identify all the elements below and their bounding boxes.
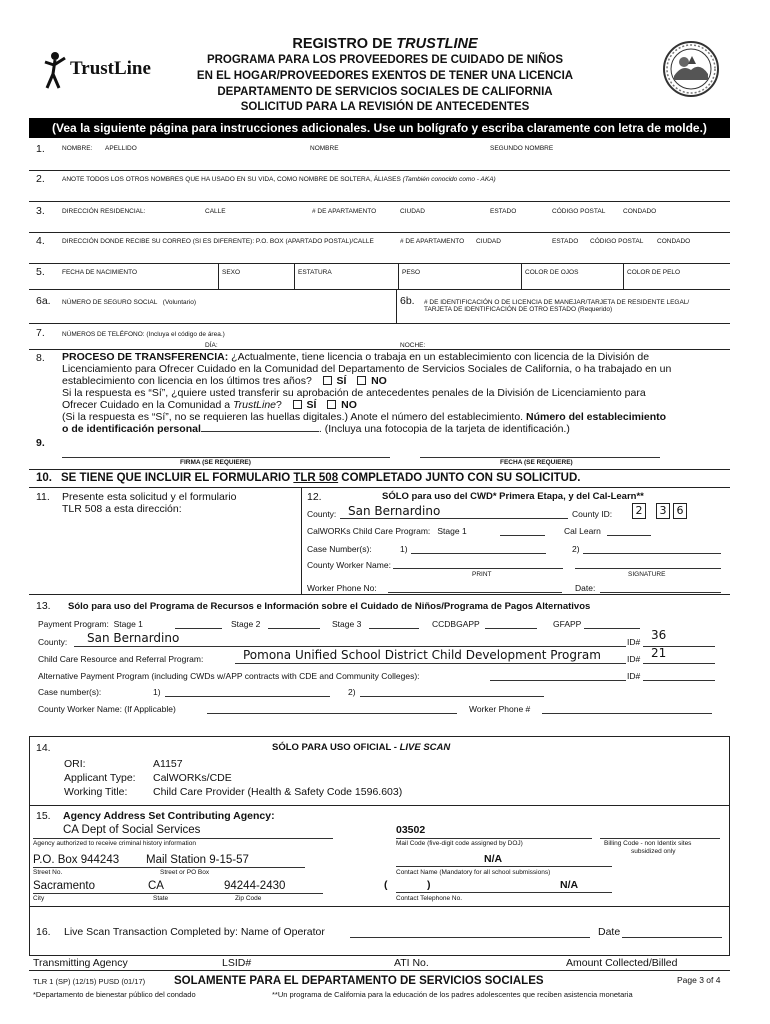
s13-ccrr-underline [235, 663, 626, 664]
s12-bottom-rule [29, 594, 730, 595]
s15-contact-name-value: N/A [484, 853, 503, 865]
s3-condado: CONDADO [623, 208, 657, 215]
s2-bottom-rule [29, 201, 730, 202]
s4-estado: ESTADO [552, 238, 579, 245]
s9-fecha-caption: FECHA (SE REQUIERE) [500, 459, 573, 466]
s11-line1: Presente esta solicitud y el formulario [62, 491, 237, 503]
s15-tel-caption: Contact Telephone No. [396, 895, 463, 902]
s8-transfer-si-checkbox[interactable] [293, 400, 302, 409]
s5-divider-4 [521, 263, 522, 289]
subtitle-line-1: PROGRAMA PARA LOS PROVEEDORES DE CUIDADO DE NIÑOS [206, 54, 564, 66]
s15-number: 15. [36, 810, 51, 822]
s5-divider-1 [218, 263, 219, 289]
s15-tel-paren-open: ( [384, 879, 388, 891]
s14-bottom-rule [29, 805, 730, 806]
s4-postal: CÓDIGO POSTAL [590, 238, 644, 245]
s7-bottom-rule [29, 349, 730, 350]
s8-line3: establecimiento con licencia en los últimos tres años? SÍ NO [62, 375, 387, 387]
s15-contact-name-underline [396, 866, 612, 867]
s13-ccrr-label: Child Care Resource and Referral Program: [38, 654, 204, 664]
s15-tel-value: N/A [560, 879, 579, 891]
s9-firma-caption: FIRMA (SE REQUIERE) [180, 459, 251, 466]
s12-case-1-line[interactable] [411, 553, 546, 554]
s12-case-2: 2) [572, 544, 580, 554]
s6-divider [396, 289, 397, 323]
s4-label: DIRECCIÓN DONDE RECIBE SU CORREO (SI ES DIFERENTE): P.O. BOX (APARTADO POSTAL)/CALLE [62, 238, 374, 245]
s13-case-label: Case number(s): [38, 687, 102, 697]
s15-agency-value: CA Dept of Social Services [63, 824, 201, 836]
s15-state-caption: State [153, 895, 169, 902]
s4-condado: CONDADO [657, 238, 691, 245]
s8-transfer-no-checkbox[interactable] [327, 400, 336, 409]
s4-number: 4. [36, 235, 45, 247]
s12-county-id-label: County ID: [572, 509, 613, 519]
s15-bottom-rule [29, 906, 730, 907]
s10-bottom-rule [29, 487, 730, 488]
s12-stage1-line[interactable] [500, 535, 545, 536]
s15-billing-underline [600, 838, 720, 839]
s1-number: 1. [36, 143, 45, 155]
s12-date-label: Date: [575, 583, 596, 593]
s13-ccrr-id-label: ID# [627, 654, 641, 664]
logo-text: TrustLine [70, 58, 151, 79]
s5-estatura: ESTATURA [298, 269, 332, 276]
s6a-number: 6a. [36, 295, 51, 307]
s13-gfapp-line[interactable] [584, 628, 640, 629]
instructions-banner: (Vea la siguiente página para instrucciones adicionales. Use un bolígrafo y escriba claramente con letra de molde.) [29, 118, 730, 138]
s12-number: 12. [307, 491, 322, 503]
s5-sexo: SEXO [222, 269, 241, 276]
s12-county-underline [340, 518, 568, 519]
s13-ccrr-value[interactable]: Pomona Unified School District Child Development Program [243, 648, 601, 662]
s16-date-line[interactable] [622, 937, 722, 938]
s5-number: 5. [36, 266, 45, 278]
s4-ciudad: CIUDAD [476, 238, 501, 245]
s4-apt: # DE APARTAMENTO [400, 238, 465, 245]
s12-calworks-label: CalWORKs Child Care Program: Stage 1 [307, 526, 467, 536]
s8-line2: Licenciamiento para Ofrecer Cuidado en la Comunidad del Departamento de Servicios Sociales de California, o ha trabajado en un [62, 363, 672, 375]
s12-cal-learn-line[interactable] [607, 535, 651, 536]
s8-establishment-number-field[interactable] [201, 423, 319, 432]
s13-case-1: 1) [153, 687, 161, 697]
s13-phone-label: Worker Phone # [469, 704, 531, 714]
s12-county-value[interactable]: San Bernardino [348, 504, 441, 518]
s15-title: Agency Address Set Contributing Agency: [63, 810, 275, 822]
s16-text: Live Scan Transaction Completed by: Name of Operator [64, 926, 325, 938]
s6b-line2: TARJETA DE IDENTIFICACIÓN DE OTRO ESTADO (Requerido) [424, 306, 613, 313]
s6a-label: NÚMERO DE SEGURO SOCIAL (Voluntario) [62, 299, 197, 306]
s9-number: 9. [36, 437, 45, 449]
s3-number: 3. [36, 205, 45, 217]
s12-title: SÓLO para uso del CWD* Primera Etapa, y del Cal-Learn** [382, 491, 644, 502]
transmit-agency: Transmitting Agency [33, 957, 128, 969]
s13-alt-label: Alternative Payment Program (including CWDs w/APP contracts with CDE and Community Colleges): [38, 671, 420, 681]
s11-number: 11. [36, 491, 50, 503]
s3-estado: ESTADO [490, 208, 517, 215]
s1-bottom-rule [29, 170, 730, 171]
s14-applicant-value: CalWORKs/CDE [153, 772, 232, 784]
s12-worker-label: County Worker Name: [307, 560, 391, 570]
footer-note-2: **Un programa de California para la educación de los padres adolescentes que reciben asistencia monetaria [272, 990, 633, 999]
s15-billing-caption-2: subsidized only [631, 848, 676, 855]
s13-stage1-line[interactable] [175, 628, 222, 629]
s13-ccdbgapp-label: CCDBGAPP [432, 619, 480, 629]
s15-street-caption: Street No. [33, 869, 63, 876]
s5-peso: PESO [402, 269, 421, 276]
s14-ori-value: A1157 [153, 758, 183, 770]
s1-nombre-label: NOMBRE: [62, 145, 93, 152]
s4-bottom-rule [29, 263, 730, 264]
s15-billing-caption-1: Billing Code - non Identix sites [604, 840, 692, 847]
s13-county-value[interactable]: San Bernardino [87, 631, 180, 645]
s12-phone-label: Worker Phone No: [307, 583, 377, 593]
s6-bottom-rule [29, 323, 730, 324]
s14-number: 14. [36, 742, 51, 754]
s2-label: ANOTE TODOS LOS OTROS NOMBRES QUE HA USADO EN SU VIDA, COMO NOMBRE DE SOLTERA, ÁLIASES (También conocido como - AKA) [62, 176, 496, 183]
s3-calle: CALLE [205, 208, 226, 215]
s5-pelo: COLOR DE PELO [627, 269, 681, 276]
s13-county-underline [74, 646, 626, 647]
s9-signature-line[interactable] [62, 457, 390, 458]
transmit-amount: Amount Collected/Billed [566, 957, 678, 969]
s13-stage3-label: Stage 3 [332, 619, 362, 629]
s15-mail-code-underline [396, 838, 592, 839]
s12-worker-signature-line[interactable] [575, 568, 721, 569]
s15-contact-name-caption: Contact Name (Mandatory for all school submissions) [396, 869, 551, 876]
s13-alt-id-line[interactable] [643, 680, 715, 681]
s1-nombre2-label: NOMBRE [310, 145, 339, 152]
s15-zip-value: 94244-2430 [224, 880, 286, 892]
footer-form-id: TLR 1 (SP) (12/15) PUSD (01/17) [33, 977, 146, 986]
s13-county-id-value[interactable]: 36 [651, 628, 667, 642]
s5-ojos: COLOR DE OJOS [525, 269, 579, 276]
s12-case-1: 1) [400, 544, 408, 554]
s13-county-label: County: [38, 637, 68, 647]
s12-case-label: Case Number(s): [307, 544, 372, 554]
s14-title-value: Child Care Provider (Health & Safety Code 1596.603) [153, 786, 403, 798]
s15-street-a: P.O. Box 944243 [33, 854, 120, 866]
s13-case-1-line[interactable] [165, 696, 330, 697]
s15-mail-code-value: 03502 [396, 824, 426, 836]
s13-case-2-line[interactable] [360, 696, 544, 697]
s8-line1: PROCESO DE TRANSFERENCIA: ¿Actualmente, tiene licencia o trabaja en un establecimiento con licencia de la División de [62, 351, 650, 363]
s10-number: 10. [36, 472, 52, 484]
subtitle-line-3: DEPARTAMENTO DE SERVICIOS SOCIALES DE CALIFORNIA [217, 86, 553, 98]
footer-page: Page 3 of 4 [677, 975, 721, 985]
s12-case-2-line[interactable] [583, 553, 721, 554]
s5-divider-5 [623, 263, 624, 289]
s5-bottom-rule [29, 289, 730, 290]
s12-worker-print-line[interactable] [393, 568, 563, 569]
s15-city-value: Sacramento [33, 880, 96, 892]
s8-line6: (Si la respuesta es “Sí”, no se requieren las huellas digitales.) Anote el número del establecimiento. Número del establecimiento [62, 411, 667, 423]
s15-state-value: CA [148, 880, 164, 892]
s13-worker-line[interactable] [207, 713, 457, 714]
s13-stage2-label: Stage 2 [231, 619, 261, 629]
s13-alt-line[interactable] [490, 680, 626, 681]
s15-mail-code-caption: Mail Code (five-digit code assigned by DOJ) [396, 840, 523, 847]
s8-si-checkbox[interactable] [323, 376, 332, 385]
s13-county-id-label: ID# [627, 637, 641, 647]
s9-date-line[interactable] [420, 457, 660, 458]
s15-tel-paren-close: ) [427, 879, 431, 891]
subtitle-line-2: EN EL HOGAR/PROVEEDORES EXENTOS DE TENER UNA LICENCIA [196, 70, 574, 82]
transmit-ati: ATI No. [394, 957, 429, 969]
s8-line4: Si la respuesta es “Sí”, ¿quiere usted transferir su aprobación de antecedentes penales de la División de Licenciamiento para [62, 387, 646, 399]
s15-street-b: Mail Station 9-15-57 [146, 854, 249, 866]
s5-divider-2 [294, 263, 295, 289]
s3-bottom-rule [29, 232, 730, 233]
s12-county-id-digit-1[interactable]: 2 [632, 503, 646, 519]
s12-date-line[interactable] [600, 592, 721, 593]
s16-number: 16. [36, 926, 51, 938]
transmit-lsid: LSID# [222, 957, 252, 969]
s15-street-caption-2: Street or PO Box [160, 869, 210, 876]
s14-applicant-label: Applicant Type: [64, 772, 136, 784]
s8-line7: o de identificación personal . (Incluya una fotocopia de la tarjeta de identificación.) [62, 423, 570, 435]
s13-ccdbgapp-line[interactable] [485, 628, 537, 629]
s7-dia: DÍA: [205, 342, 218, 349]
s13-title: Sólo para uso del Programa de Recursos e Información sobre el Cuidado de Niños/Programa de Pagos Alternativos [68, 601, 591, 612]
s1-apellido-label: APELLIDO [105, 145, 137, 152]
s8-no-checkbox[interactable] [357, 376, 366, 385]
s13-case-2: 2) [348, 687, 356, 697]
s5-fecha: FECHA DE NACIMIENTO [62, 269, 138, 276]
s12-county-label: County: [307, 509, 337, 519]
s14-title-label: Working Title: [64, 786, 128, 798]
s5-divider-3 [398, 263, 399, 289]
s11-line2: TLR 508 a esta dirección: [62, 503, 182, 515]
s8-line5: Ofrecer Cuidado en la Comunidad a TrustLine? SÍ NO [62, 399, 357, 411]
s15-city-underline [33, 893, 323, 894]
s12-phone-line[interactable] [388, 592, 562, 593]
s12-print-caption: PRINT [472, 571, 492, 578]
s14-ori-label: ORI: [64, 758, 86, 770]
s7-label: NÚMEROS DE TELÉFONO: (Incluya el código de área.) [62, 331, 225, 338]
s9-bottom-rule [29, 469, 730, 470]
footer-dept: SOLAMENTE PARA EL DEPARTAMENTO DE SERVICIOS SOCIALES [174, 975, 544, 987]
s13-alt-id-label: ID# [627, 671, 641, 681]
s13-stage2-line[interactable] [268, 628, 320, 629]
s13-number: 13. [36, 600, 51, 612]
s15-city-caption: City [33, 895, 45, 902]
s15-tel-underline [396, 892, 612, 893]
s6b-line1: # DE IDENTIFICACIÓN O DE LICENCIA DE MANEJAR/TARJETA DE RESIDENTE LEGAL/ [424, 299, 690, 306]
s13-worker-label: County Worker Name: (If Applicable) [38, 704, 176, 714]
s16-date-label: Date [598, 926, 621, 938]
s15-agency-underline [33, 838, 333, 839]
footer-note-1: *Departamento de bienestar público del condado [33, 990, 196, 999]
s13-ccrr-id-value[interactable]: 21 [651, 646, 667, 660]
s3-ciudad: CIUDAD [400, 208, 425, 215]
s13-phone-line[interactable] [542, 713, 712, 714]
s15-zip-caption: Zip Code [235, 895, 262, 902]
s12-signature-caption: SIGNATURE [628, 571, 666, 578]
s13-stage3-line[interactable] [369, 628, 419, 629]
s11-s12-divider [301, 487, 302, 594]
s12-county-id-digit-3[interactable]: 6 [673, 503, 687, 519]
s8-number: 8. [36, 352, 45, 364]
s3-apt: # DE APARTAMENTO [312, 208, 377, 215]
s13-gfapp-label: GFAPP [553, 619, 582, 629]
s1-segundo-label: SEGUNDO NOMBRE [490, 145, 554, 152]
s15-agency-caption: Agency authorized to receive criminal history information [33, 840, 196, 847]
form-title: REGISTRO DE TRUSTLINE [292, 36, 478, 52]
s12-cal-learn-label: Cal Learn [564, 526, 601, 536]
transmit-bottom-rule [29, 970, 730, 971]
s3-postal: CÓDIGO POSTAL [552, 208, 606, 215]
s10-text: SE TIENE QUE INCLUIR EL FORMULARIO TLR 508 COMPLETADO JUNTO CON SU SOLICITUD. [61, 472, 581, 484]
s13-payment-label: Payment Program: Stage 1 [38, 619, 143, 629]
s15-street-underline [33, 867, 305, 868]
s13-ccrr-id-underline [643, 663, 715, 664]
s7-number: 7. [36, 327, 45, 339]
s16-operator-line[interactable] [350, 937, 590, 938]
california-seal-icon [662, 40, 720, 98]
s14-title: SÓLO PARA USO OFICIAL - LIVE SCAN [272, 742, 451, 753]
s6b-number: 6b. [400, 295, 415, 307]
s2-number: 2. [36, 173, 45, 185]
s7-noche: NOCHE: [400, 342, 426, 349]
s12-county-id-digit-2[interactable]: 3 [656, 503, 670, 519]
subtitle-line-4: SOLICITUD PARA LA REVISIÓN DE ANTECEDENTES [240, 101, 530, 113]
s3-label: DIRECCIÓN RESIDENCIAL: [62, 208, 146, 215]
